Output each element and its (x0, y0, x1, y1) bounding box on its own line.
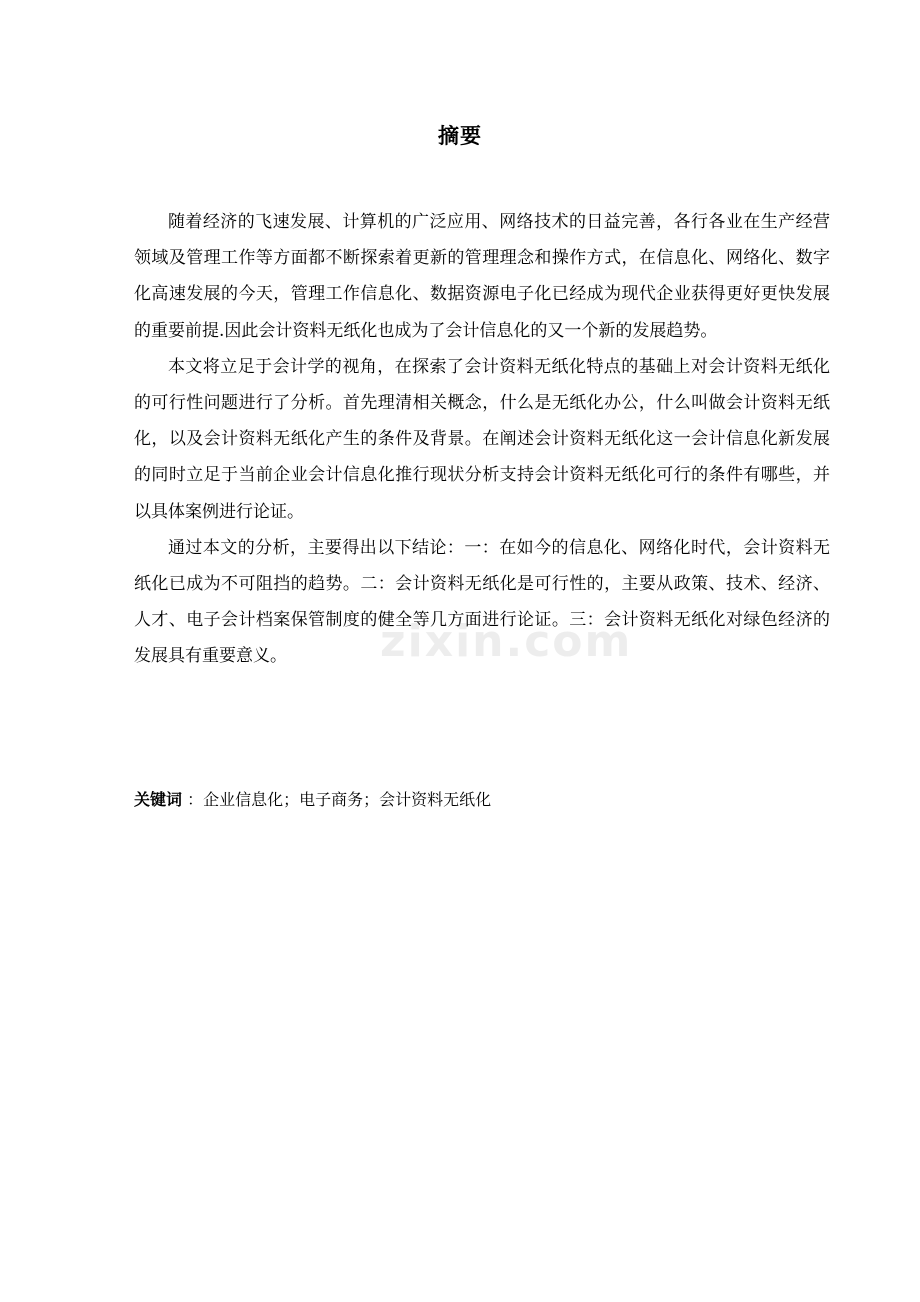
abstract-body (134, 204, 830, 675)
keywords-value: 企业信息化；电子商务；会计资料无纸化 (203, 790, 492, 809)
watermark: zixin.com (380, 616, 633, 667)
paragraph-3: 通过本文的分析，主要得出以下结论：一：在如今的信息化、网络化时代，会计资料无纸化已成为不可阻挡的趋势。二：会计资料无纸化是可行性的，主要从政策、技术、经济、人才、电子会计档案保管制度的健全等几方面进行论证。三：会计资料无纸化对绿色经济的发展具有重要意义。 (134, 537, 830, 667)
keywords-line (134, 786, 830, 814)
paragraph-1: 随着经济的飞速发展、计算机的广泛应用、网络技术的日益完善，各行各业在生产经营领域及管理工作等方面都不断探索着更新的管理理念和操作方式，在信息化、网络化、数字化高速发展的今天，管理工作信息化、数据资源电子化已经成为现代企业获得更好更快发展的重要前提.因此会计资料无纸化也成为了会计信息化的又一个新的发展趋势。 (134, 212, 830, 341)
keywords-label: 关键词 (134, 790, 183, 809)
page-title: 摘要 (438, 124, 482, 148)
paragraph-2: 本文将立足于会计学的视角，在探索了会计资料无纸化特点的基础上对会计资料无纸化的可行性问题进行了分析。首先理清相关概念，什么是无纸化办公，什么叫做会计资料无纸化，以及会计资料无纸化产生的条件及背景。在阐述会计资料无纸化这一会计信息化新发展的同时立足于当前企业会计信息化推行现状分析支持会计资料无纸化可行的条件有哪些，并以具体案例进行论证。 (134, 356, 830, 522)
keywords-separator: ： (182, 790, 204, 809)
